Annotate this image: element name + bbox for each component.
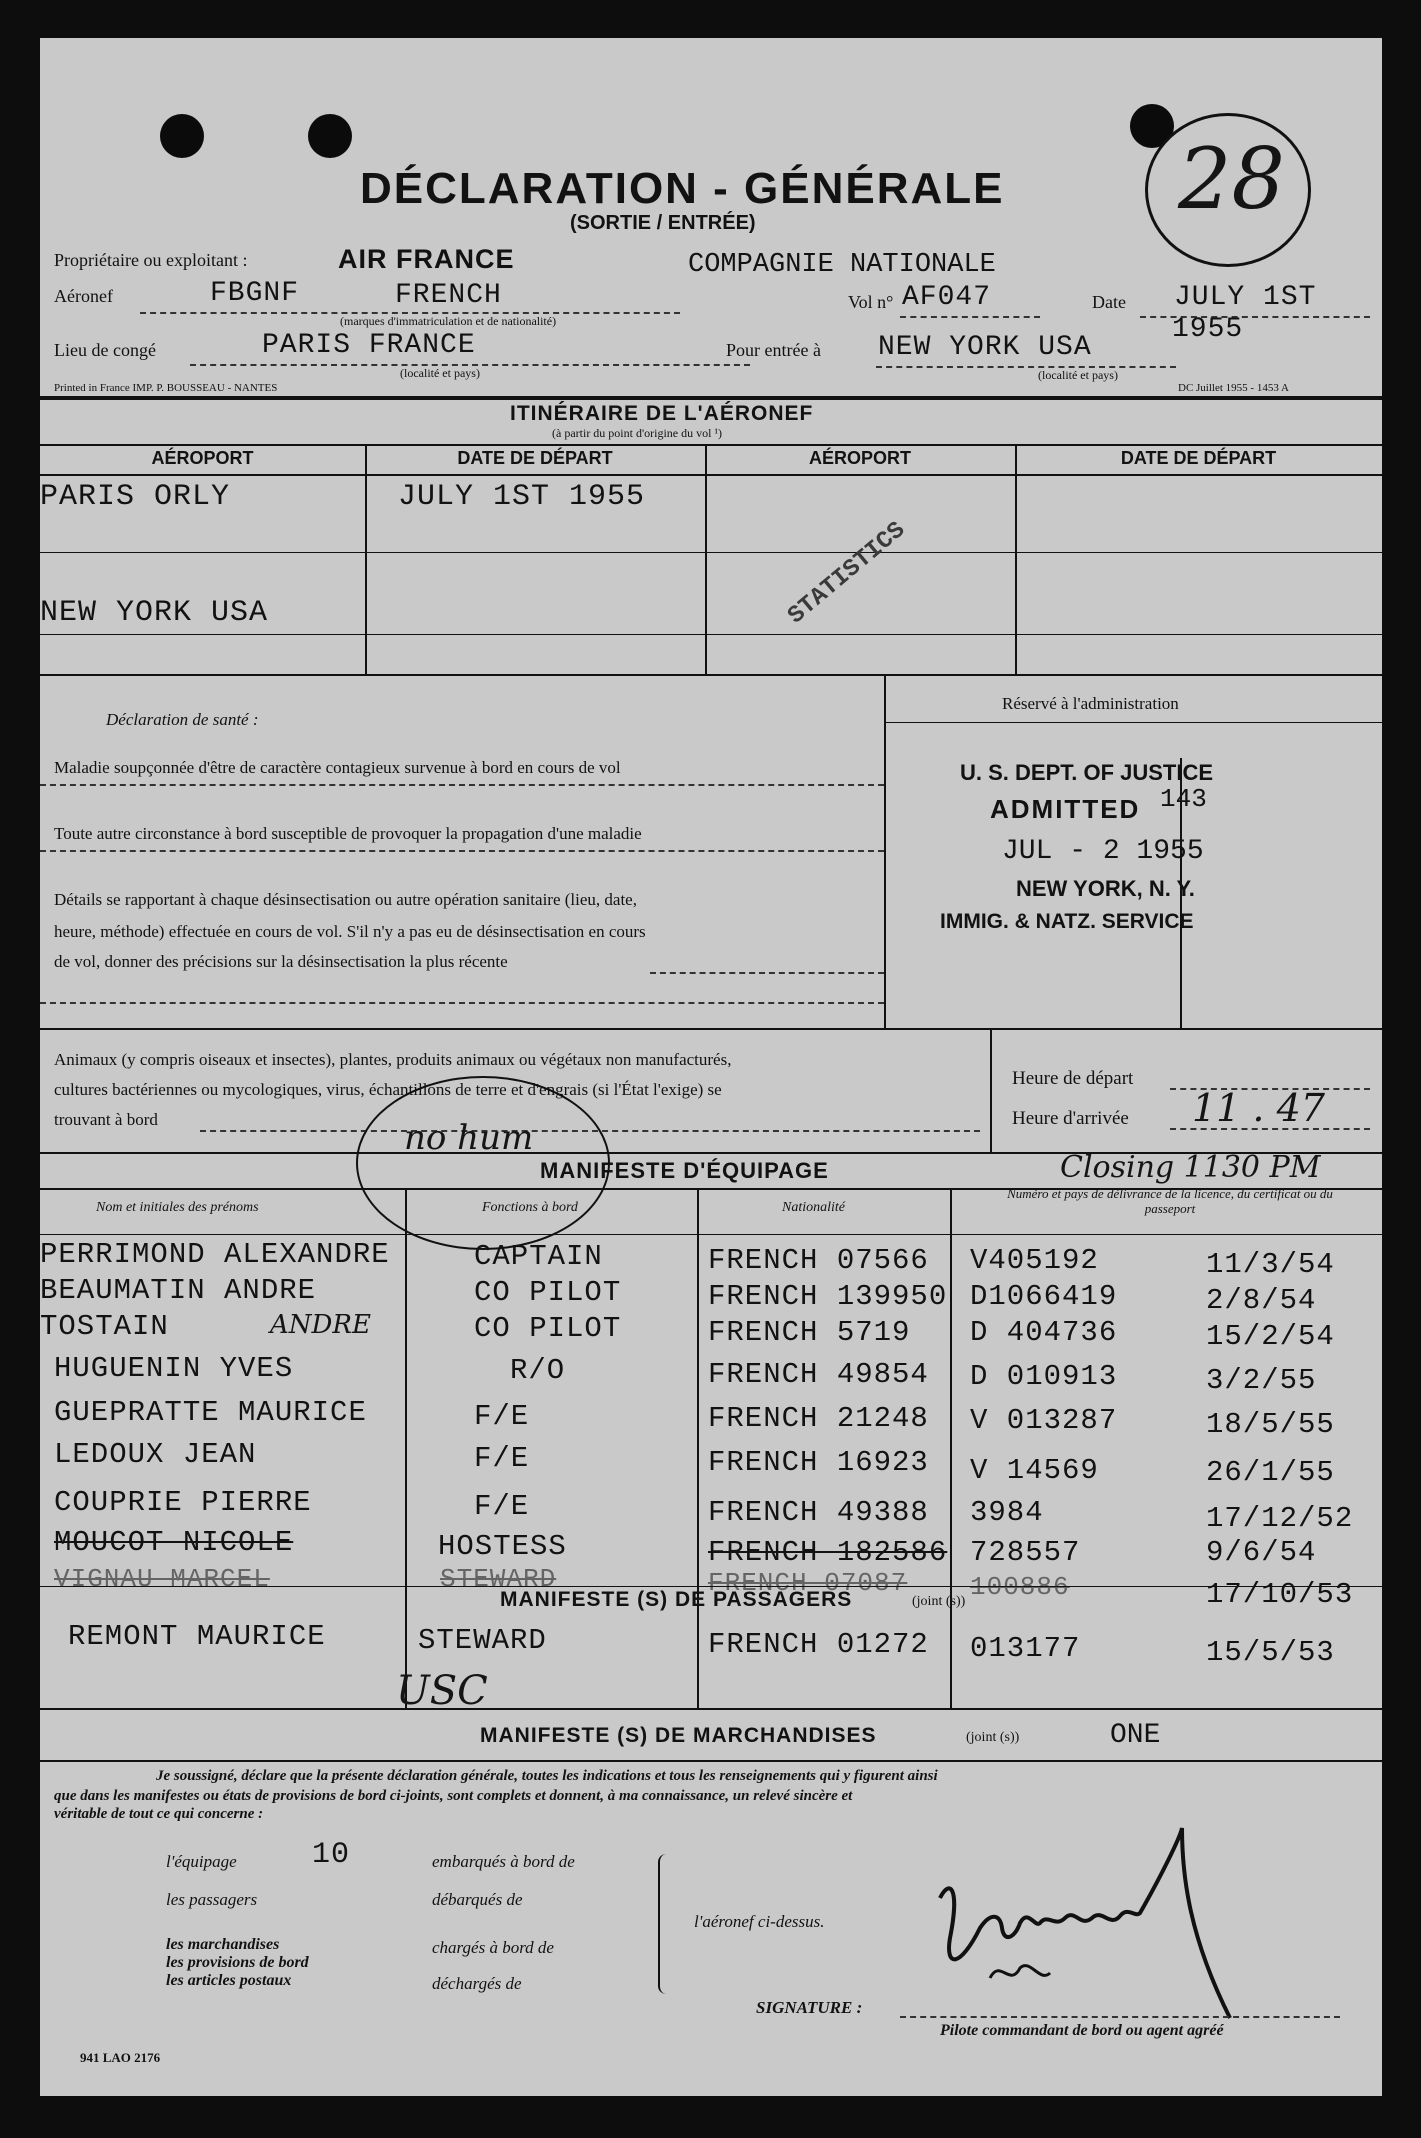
date-label: Date xyxy=(1092,292,1126,312)
itin-header-date-1: DATE DE DÉPART xyxy=(457,448,613,468)
crew-name: GUEPRATTE MAURICE xyxy=(54,1396,367,1429)
crew-name-handwritten: ANDRE xyxy=(270,1310,371,1340)
crew-nationality: FRENCH 5719 xyxy=(708,1316,911,1349)
crew-name: VIGNAU MARCEL xyxy=(54,1564,270,1594)
footer-code: 941 LAO 2176 xyxy=(80,2050,161,2065)
crew-date: 17/12/52 xyxy=(1206,1502,1354,1535)
signer-caption: Pilote commandant de bord ou agent agréé xyxy=(940,2022,1224,2039)
disembarked-label: débarqués de xyxy=(432,1890,523,1909)
embarked-label: embarqués à bord de xyxy=(432,1852,575,1871)
owner-label: Propriétaire ou exploitant : xyxy=(54,250,248,270)
arrival-time-value: 11 . 47 xyxy=(1192,1086,1325,1130)
crew-date: 15/5/53 xyxy=(1206,1636,1335,1669)
passengers-title: MANIFESTE (S) DE PASSAGERS xyxy=(500,1588,853,1611)
crew-nationality: FRENCH 49388 xyxy=(708,1496,929,1529)
health-line-3a: Détails se rapportant à chaque désinsectisation ou autre opération sanitaire (lieu, date, xyxy=(54,890,637,909)
immigration-stamp-admitted: ADMITTED xyxy=(990,794,1141,824)
itin-header-airport-1: AÉROPORT xyxy=(151,448,254,468)
company-name: COMPAGNIE NATIONALE xyxy=(688,250,996,280)
declaration-brace xyxy=(658,1854,672,1994)
aircraft-registration: FBGNF xyxy=(210,278,300,309)
crew-license: D1066419 xyxy=(970,1280,1118,1313)
departure-time-label: Heure de départ xyxy=(1012,1068,1134,1089)
crew-license: V405192 xyxy=(970,1244,1099,1277)
crew-header-license: Numéro et pays de délivrance de la licence, du certificat ou du passeport xyxy=(1007,1186,1333,1216)
arrival-time-label: Heure d'arrivée xyxy=(1012,1108,1129,1129)
itin-date-row-1: JULY 1ST 1955 xyxy=(398,480,646,514)
passengers-note: (joint (s)) xyxy=(912,1594,966,1609)
signature-label: SIGNATURE : xyxy=(756,1998,863,2017)
crew-title: MANIFESTE D'ÉQUIPAGE xyxy=(540,1158,829,1183)
crew-license: 3984 xyxy=(970,1496,1044,1529)
crew-nationality: FRENCH 21248 xyxy=(708,1402,929,1435)
itin-header-airport-2: AÉROPORT xyxy=(808,448,911,468)
aircraft-above-label: l'aéronef ci-dessus. xyxy=(694,1912,825,1931)
declaration-text-3: véritable de tout ce qui concerne : xyxy=(54,1806,264,1822)
immigration-stamp-city: NEW YORK, N. Y. xyxy=(1016,876,1195,901)
crew-hand-mark: USC xyxy=(396,1668,488,1714)
crew-date: 26/1/55 xyxy=(1206,1456,1335,1489)
goods-label-3: les articles postaux xyxy=(166,1972,292,1989)
unloaded-label: déchargés de xyxy=(432,1974,522,1993)
itin-airport-row-2: NEW YORK USA xyxy=(40,596,269,630)
crew-license: 013177 xyxy=(970,1632,1081,1665)
itin-header-date-2: DATE DE DÉPART xyxy=(1120,448,1277,468)
crew-function: F/E xyxy=(474,1490,530,1523)
itinerary-subtitle: (à partir du point d'origine du vol ¹) xyxy=(552,426,723,440)
cargo-title: MANIFESTE (S) DE MARCHANDISES xyxy=(480,1724,877,1747)
crew-date: 2/8/54 xyxy=(1206,1284,1317,1317)
flight-number: AF047 xyxy=(902,282,992,313)
crew-nationality: FRENCH 07566 xyxy=(708,1244,929,1277)
crew-header-name: Nom et initiales des prénoms xyxy=(96,1200,259,1215)
crew-name: TOSTAIN xyxy=(40,1310,169,1343)
crew-function: CO PILOT xyxy=(474,1276,622,1309)
crew-license: V 013287 xyxy=(970,1404,1118,1437)
crew-license: D 404736 xyxy=(970,1316,1118,1349)
captain-signature xyxy=(920,1818,1240,2048)
crew-function: CAPTAIN xyxy=(474,1240,603,1273)
crew-nationality: FRENCH 16923 xyxy=(708,1446,929,1479)
crew-header-function: Fonctions à bord xyxy=(482,1200,578,1215)
crew-license: V 14569 xyxy=(970,1454,1099,1487)
date-value: JULY 1ST xyxy=(1174,282,1317,313)
entry-label: Pour entrée à xyxy=(726,340,821,360)
goods-label-2: les provisions de bord xyxy=(166,1954,309,1971)
crew-name: LEDOUX JEAN xyxy=(54,1438,257,1471)
aircraft-label: Aéronef xyxy=(54,286,113,306)
crew-nationality: FRENCH 139950 xyxy=(708,1280,948,1313)
crew-name: REMONT MAURICE xyxy=(68,1620,326,1653)
crew-function: R/O xyxy=(510,1354,566,1387)
crew-name: PERRIMOND ALEXANDRE xyxy=(40,1238,390,1271)
animals-line-2: cultures bactériennes ou mycologiques, virus, échantillons de terre et d'engrais (si l'État l'exige) se xyxy=(54,1080,722,1099)
health-title: Déclaration de santé : xyxy=(106,710,259,729)
departure-caption: (localité et pays) xyxy=(400,366,480,380)
departure-value: PARIS FRANCE xyxy=(262,330,476,361)
crew-date: 18/5/55 xyxy=(1206,1408,1335,1441)
crew-date: 15/2/54 xyxy=(1206,1320,1335,1353)
crew-count-value: 10 xyxy=(312,1838,351,1872)
crew-date: 11/3/54 xyxy=(1206,1248,1335,1281)
departure-label: Lieu de congé xyxy=(54,340,156,360)
aircraft-caption: (marques d'immatriculation et de nationalité) xyxy=(340,314,557,328)
declaration-text-1: Je soussigné, déclare que la présente déclaration générale, toutes les indications et tous les renseignements qui y figurent ainsi xyxy=(156,1768,938,1784)
health-line-2: Toute autre circonstance à bord susceptible de provoquer la propagation d'une maladie xyxy=(54,824,642,843)
punch-hole-left xyxy=(160,114,204,158)
closing-note: Closing 1130 PM xyxy=(1060,1150,1321,1185)
itinerary-title: ITINÉRAIRE DE L'AÉRONEF xyxy=(510,402,814,425)
loaded-label: chargés à bord de xyxy=(432,1938,554,1957)
health-line-3b: heure, méthode) effectuée en cours de vol. S'il n'y a pas eu de désinsectisation en cours xyxy=(54,922,646,941)
crew-name: COUPRIE PIERRE xyxy=(54,1486,312,1519)
passengers-count-label: les passagers xyxy=(166,1890,258,1909)
crew-date: 3/2/55 xyxy=(1206,1364,1317,1397)
crew-function: STEWARD xyxy=(418,1624,547,1657)
immigration-stamp-number: 143 xyxy=(1160,784,1207,814)
crew-function: F/E xyxy=(474,1442,530,1475)
form-code: DC Juillet 1955 - 1453 A xyxy=(1178,382,1289,394)
declaration-form xyxy=(40,38,1382,2096)
crew-name: MOUCOT NICOLE xyxy=(54,1526,294,1559)
printer-line: Printed in France IMP. P. BOUSSEAU - NANTES xyxy=(54,382,278,394)
crew-nationality: FRENCH 49854 xyxy=(708,1358,929,1391)
admin-title: Réservé à l'administration xyxy=(1002,694,1179,713)
crew-nationality: FRENCH 01272 xyxy=(708,1628,929,1661)
flight-label: Vol n° xyxy=(848,292,894,312)
statistics-stamp: STATISTICS xyxy=(783,516,911,631)
crew-license: 100886 xyxy=(970,1572,1070,1602)
aircraft-nationality: FRENCH xyxy=(395,280,502,311)
goods-label-1: les marchandises xyxy=(166,1936,280,1953)
health-line-1: Maladie soupçonnée d'être de caractère contagieux survenue à bord en cours de vol xyxy=(54,758,621,777)
crew-count-label: l'équipage xyxy=(166,1852,237,1871)
crew-date: 9/6/54 xyxy=(1206,1536,1317,1569)
animals-line-1: Animaux (y compris oiseaux et insectes), plantes, produits animaux ou végétaux non manufacturés, xyxy=(54,1050,732,1069)
owner-value: AIR FRANCE xyxy=(338,244,515,274)
immigration-stamp-dept: U. S. DEPT. OF JUSTICE xyxy=(960,760,1214,785)
page-number: 28 xyxy=(1178,130,1285,228)
form-title: DÉCLARATION - GÉNÉRALE xyxy=(360,164,1005,213)
immigration-stamp-service: IMMIG. & NATZ. SERVICE xyxy=(940,910,1194,933)
immigration-stamp-date: JUL - 2 1955 xyxy=(1002,836,1204,867)
punch-hole-middle xyxy=(308,114,352,158)
animals-hand-note: no hum xyxy=(404,1118,534,1158)
itin-airport-row-1: PARIS ORLY xyxy=(40,480,231,514)
crew-function: STEWARD xyxy=(440,1564,557,1594)
crew-name: HUGUENIN YVES xyxy=(54,1352,294,1385)
crew-function: CO PILOT xyxy=(474,1312,622,1345)
crew-function: F/E xyxy=(474,1400,530,1433)
cargo-value: ONE xyxy=(1110,1720,1161,1751)
form-subtitle: (SORTIE / ENTRÉE) xyxy=(570,212,756,234)
entry-value: NEW YORK USA xyxy=(878,332,1092,363)
health-line-3c: de vol, donner des précisions sur la désinsectisation la plus récente xyxy=(54,952,508,971)
animals-line-3: trouvant à bord xyxy=(54,1110,158,1129)
crew-date: 17/10/53 xyxy=(1206,1578,1354,1611)
crew-header-nationality: Nationalité xyxy=(782,1200,845,1215)
crew-nationality: FRENCH 182586 xyxy=(708,1536,948,1569)
crew-license: 728557 xyxy=(970,1536,1081,1569)
entry-caption: (localité et pays) xyxy=(1038,368,1118,382)
cargo-note: (joint (s)) xyxy=(966,1730,1020,1745)
crew-license: D 010913 xyxy=(970,1360,1118,1393)
crew-nationality: FRENCH 07087 xyxy=(708,1568,908,1598)
crew-name: BEAUMATIN ANDRE xyxy=(40,1274,317,1307)
year-value: 1955 xyxy=(1172,314,1244,345)
declaration-text-2: que dans les manifestes ou états de provisions de bord ci-joints, sont complets et donnent, à ma connaissance, un relevé sincère et xyxy=(54,1788,853,1804)
crew-function: HOSTESS xyxy=(438,1530,567,1563)
